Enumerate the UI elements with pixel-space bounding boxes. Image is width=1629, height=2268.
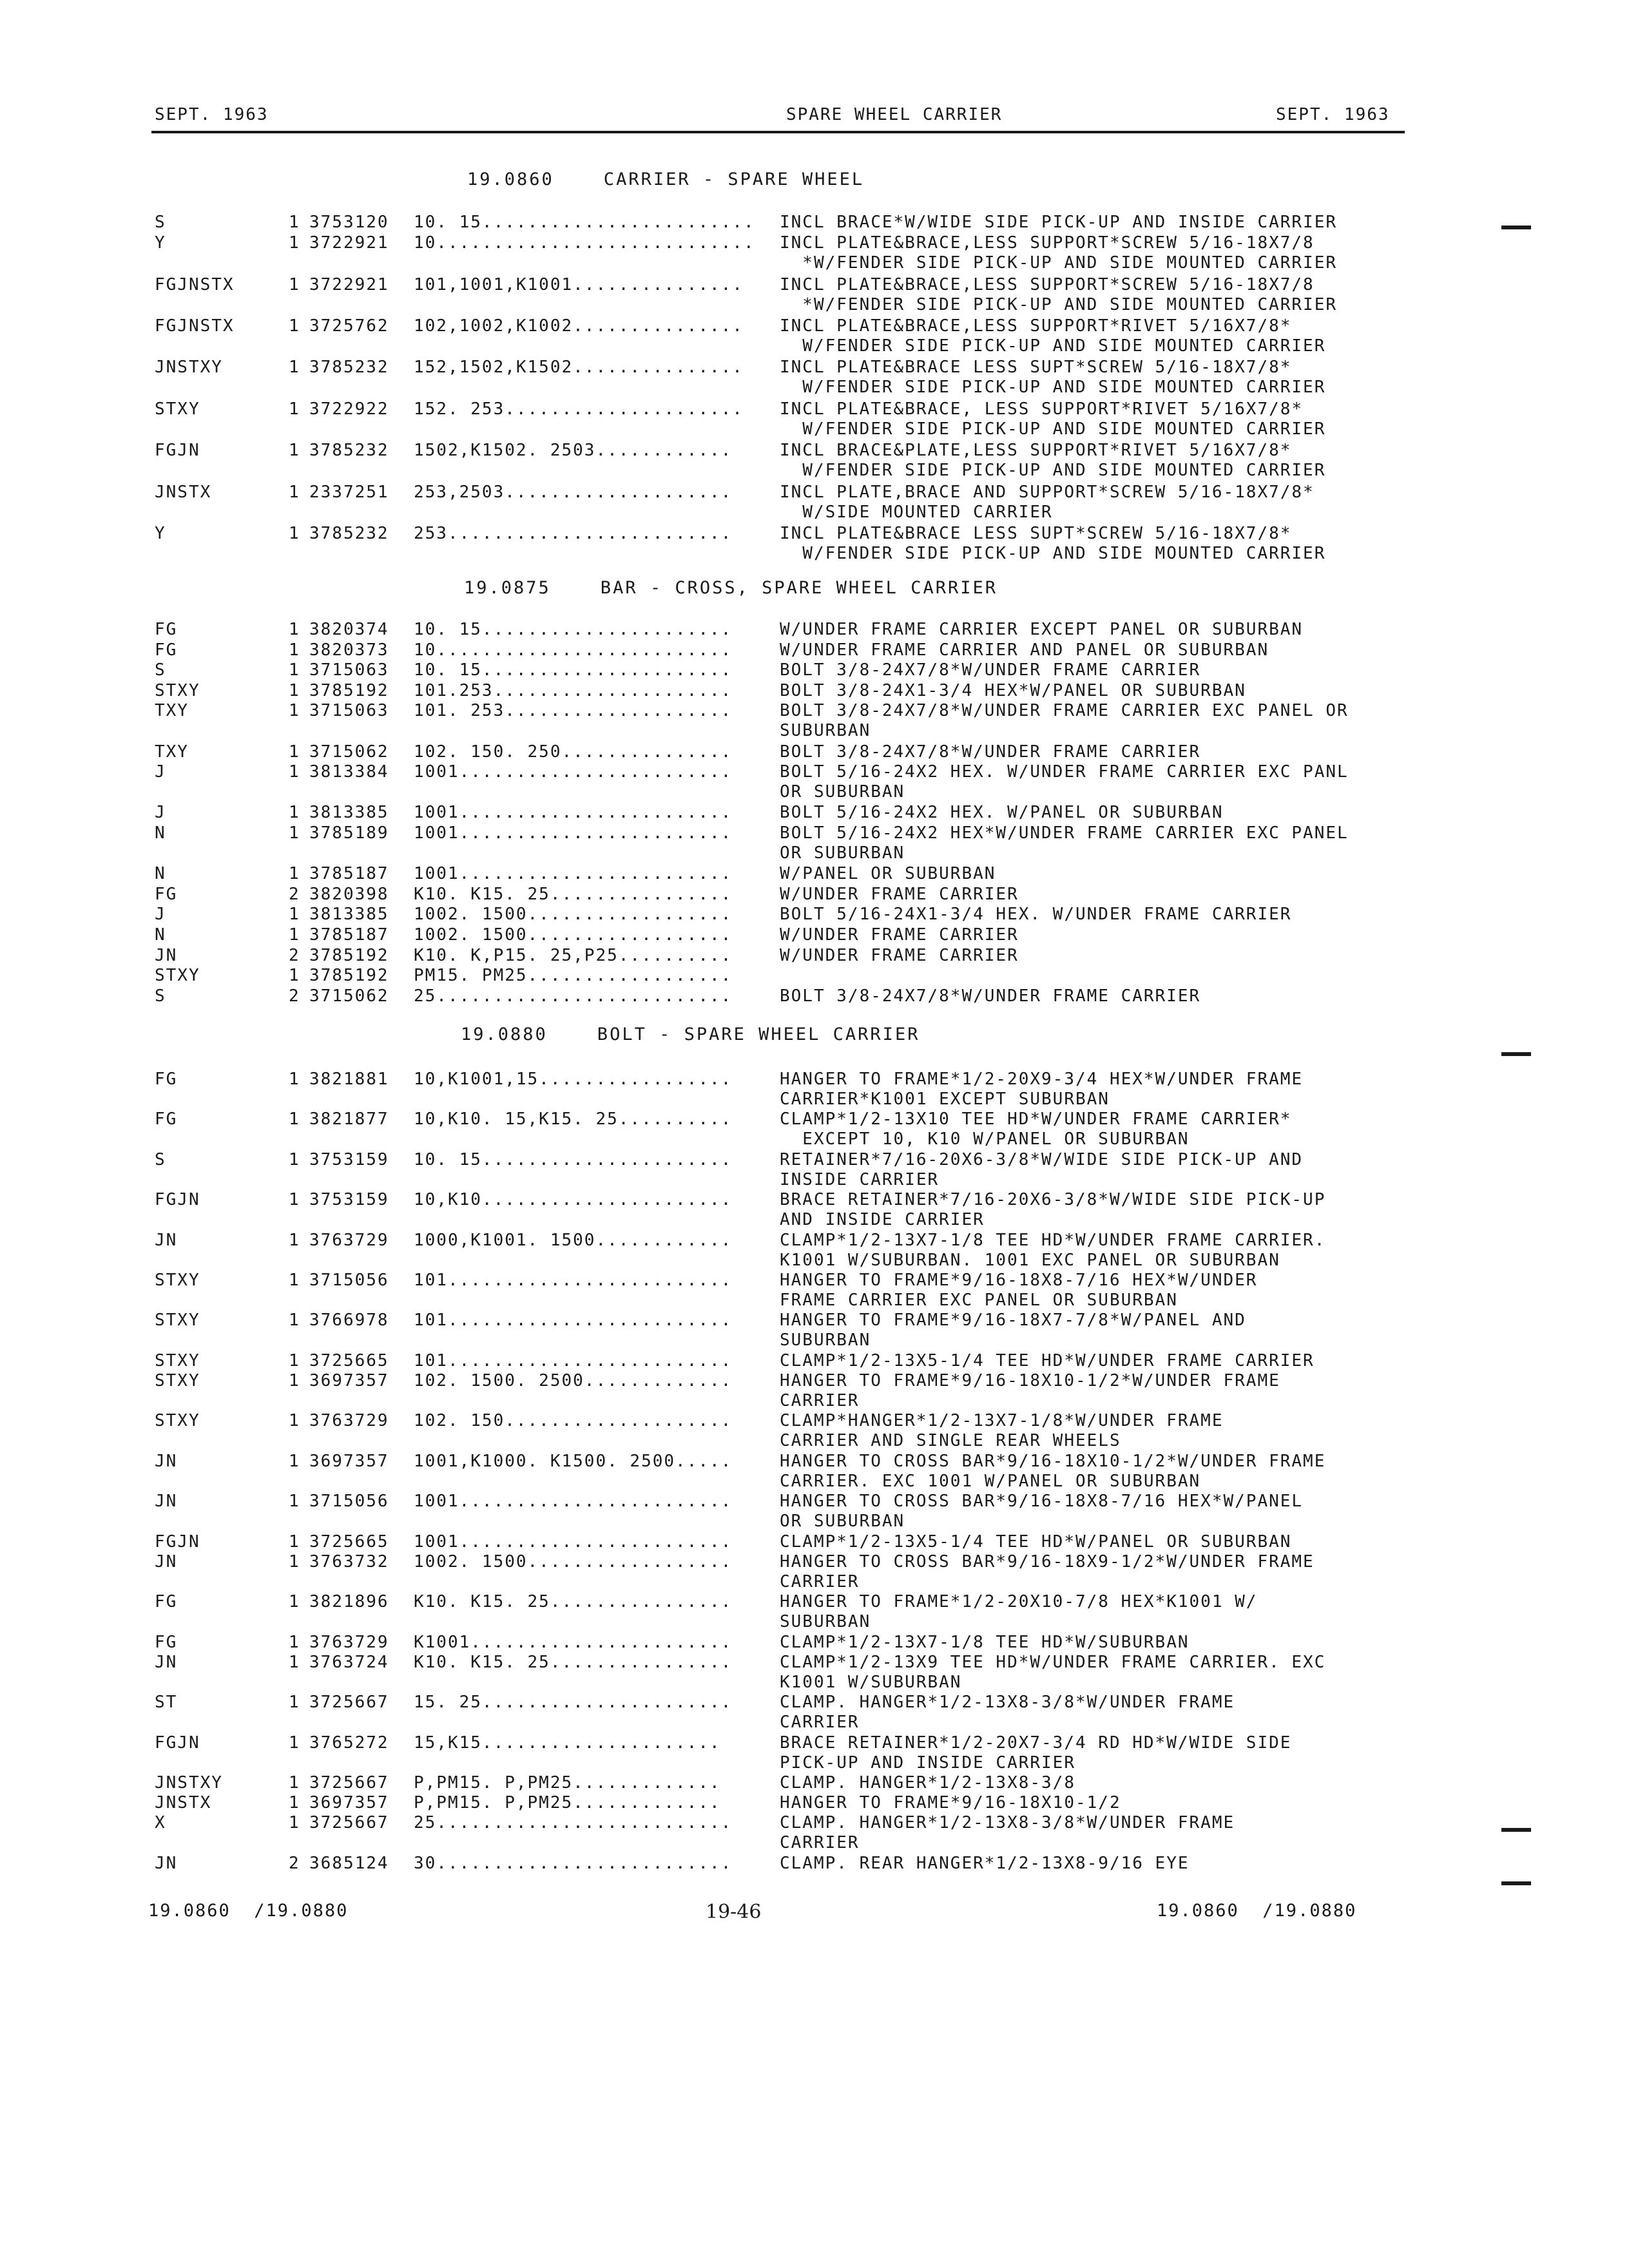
quantity: 1 bbox=[289, 233, 300, 253]
model-codes: STXY bbox=[155, 966, 200, 986]
model-codes: FGJN bbox=[155, 1190, 200, 1210]
part-number: 3763724 bbox=[309, 1652, 389, 1672]
quantity: 1 bbox=[289, 399, 300, 419]
model-codes: FGJN bbox=[155, 1733, 200, 1753]
model-codes: ST bbox=[155, 1693, 178, 1713]
quantity: 1 bbox=[289, 1350, 300, 1370]
model-years: 10,K1001,15................. bbox=[414, 1070, 733, 1089]
model-years: K10. K,P15. 25,P25.......... bbox=[414, 945, 733, 965]
part-number: 3725665 bbox=[309, 1350, 389, 1370]
part-description: CLAMP. REAR HANGER*1/2-13X8-9/16 EYE bbox=[780, 1853, 1190, 1873]
quantity: 1 bbox=[289, 1552, 300, 1571]
part-number: 3785232 bbox=[309, 441, 389, 461]
model-codes: X bbox=[155, 1813, 166, 1833]
part-number: 3697357 bbox=[309, 1451, 389, 1471]
footer-section-range-right: 19.0860 /19.0880 bbox=[1157, 1901, 1357, 1921]
part-number: 3765272 bbox=[309, 1733, 389, 1753]
quantity: 1 bbox=[289, 1773, 300, 1792]
model-codes: JN bbox=[155, 1652, 178, 1672]
quantity: 1 bbox=[289, 620, 300, 639]
part-description: BRACE RETAINER*7/16-20X6-3/8*W/WIDE SIDE PICK-UP AND INSIDE CARRIER bbox=[780, 1190, 1326, 1230]
model-years: 101......................... bbox=[414, 1350, 733, 1370]
model-years: K10. K15. 25................ bbox=[414, 1652, 733, 1672]
model-years: 101,1001,K1001............... bbox=[414, 274, 744, 294]
part-number: 3697357 bbox=[309, 1793, 389, 1813]
part-number: 3715056 bbox=[309, 1271, 389, 1290]
model-codes: JNSTXY bbox=[155, 1773, 223, 1792]
quantity: 1 bbox=[289, 358, 300, 378]
model-codes: STXY bbox=[155, 1311, 200, 1331]
part-number: 3763729 bbox=[309, 1230, 389, 1250]
part-number: 3715063 bbox=[309, 660, 389, 680]
part-description: CLAMP. HANGER*1/2-13X8-3/8*W/UNDER FRAME CARRIER bbox=[780, 1813, 1235, 1853]
quantity: 1 bbox=[289, 1693, 300, 1713]
part-description: HANGER TO FRAME*9/16-18X8-7/16 HEX*W/UNDER FRAME CARRIER EXC PANEL OR SUBURBAN bbox=[780, 1271, 1258, 1310]
quantity: 2 bbox=[289, 986, 300, 1006]
quantity: 1 bbox=[289, 742, 300, 762]
part-number: 3821896 bbox=[309, 1592, 389, 1612]
quantity: 1 bbox=[289, 1110, 300, 1129]
model-years: 1502,K1502. 2503............ bbox=[414, 441, 733, 461]
part-number: 3820373 bbox=[309, 640, 389, 660]
model-codes: STXY bbox=[155, 1350, 200, 1370]
part-description: W/UNDER FRAME CARRIER AND PANEL OR SUBURBAN bbox=[780, 640, 1269, 660]
part-description: W/UNDER FRAME CARRIER EXCEPT PANEL OR SUBURBAN bbox=[780, 620, 1304, 639]
part-description: HANGER TO FRAME*1/2-20X10-7/8 HEX*K1001 W/ SUBURBAN bbox=[780, 1592, 1258, 1632]
part-description: HANGER TO FRAME*1/2-20X9-3/4 HEX*W/UNDER FRAME CARRIER*K1001 EXCEPT SUBURBAN bbox=[780, 1070, 1304, 1109]
model-codes: Y bbox=[155, 233, 166, 253]
model-codes: STXY bbox=[155, 1271, 200, 1290]
section-title: 19.0880 BOLT - SPARE WHEEL CARRIER bbox=[461, 1024, 920, 1044]
footer-section-range-left: 19.0860 /19.0880 bbox=[148, 1901, 349, 1921]
quantity: 1 bbox=[289, 680, 300, 700]
model-codes: J bbox=[155, 762, 166, 782]
margin-mark bbox=[1501, 1828, 1531, 1832]
model-codes: JN bbox=[155, 1853, 178, 1873]
quantity: 1 bbox=[289, 966, 300, 986]
quantity: 1 bbox=[289, 1190, 300, 1210]
footer-page-number: 19-46 bbox=[706, 1901, 762, 1923]
quantity: 1 bbox=[289, 316, 300, 336]
model-years: K1001....................... bbox=[414, 1632, 733, 1652]
margin-mark bbox=[1501, 1881, 1531, 1885]
model-codes: STXY bbox=[155, 399, 200, 419]
model-years: 101. 253.................... bbox=[414, 701, 733, 721]
part-number: 3820398 bbox=[309, 884, 389, 904]
quantity: 1 bbox=[289, 1652, 300, 1672]
quantity: 2 bbox=[289, 884, 300, 904]
part-description: INCL PLATE&BRACE,LESS SUPPORT*SCREW 5/16-18X7/8 *W/FENDER SIDE PICK-UP AND SIDE MOUNTED CARRIER bbox=[780, 233, 1338, 273]
part-description: HANGER TO FRAME*9/16-18X10-1/2 bbox=[780, 1793, 1121, 1813]
quantity: 2 bbox=[289, 1853, 300, 1873]
part-number: 3725667 bbox=[309, 1693, 389, 1713]
model-codes: TXY bbox=[155, 701, 189, 721]
part-number: 3766978 bbox=[309, 1311, 389, 1331]
model-codes: JN bbox=[155, 945, 178, 965]
part-description: BOLT 3/8-24X7/8*W/UNDER FRAME CARRIER bbox=[780, 742, 1201, 762]
model-years: 101......................... bbox=[414, 1311, 733, 1331]
part-number: 3715062 bbox=[309, 986, 389, 1006]
model-years: 1001,K1000. K1500. 2500..... bbox=[414, 1451, 733, 1471]
model-codes: J bbox=[155, 905, 166, 925]
part-number: 3725667 bbox=[309, 1773, 389, 1792]
part-number: 3785189 bbox=[309, 823, 389, 843]
model-codes: S bbox=[155, 986, 166, 1006]
part-number: 3785187 bbox=[309, 864, 389, 884]
part-number: 3763729 bbox=[309, 1411, 389, 1431]
part-description: HANGER TO CROSS BAR*9/16-18X8-7/16 HEX*W/PANEL OR SUBURBAN bbox=[780, 1492, 1304, 1532]
model-years: 10.......................... bbox=[414, 640, 733, 660]
part-description: CLAMP*1/2-13X7-1/8 TEE HD*W/SUBURBAN bbox=[780, 1632, 1190, 1652]
part-description: BOLT 5/16-24X2 HEX. W/PANEL OR SUBURBAN bbox=[780, 803, 1224, 823]
quantity: 1 bbox=[289, 701, 300, 721]
part-number: 3685124 bbox=[309, 1853, 389, 1873]
part-description: INCL PLATE&BRACE LESS SUPT*SCREW 5/16-18X7/8* W/FENDER SIDE PICK-UP AND SIDE MOUNTED CARRIER bbox=[780, 358, 1326, 398]
part-description: HANGER TO CROSS BAR*9/16-18X10-1/2*W/UNDER FRAME CARRIER. EXC 1001 W/PANEL OR SUBURBAN bbox=[780, 1451, 1326, 1491]
model-codes: JN bbox=[155, 1492, 178, 1512]
part-description: BOLT 3/8-24X1-3/4 HEX*W/PANEL OR SUBURBAN bbox=[780, 680, 1246, 700]
part-number: 3785187 bbox=[309, 925, 389, 945]
model-years: 1002. 1500.................. bbox=[414, 925, 733, 945]
model-years: 10............................ bbox=[414, 233, 755, 253]
model-years: 15. 25...................... bbox=[414, 1693, 733, 1713]
part-number: 3785232 bbox=[309, 524, 389, 543]
part-description: CLAMP*1/2-13X9 TEE HD*W/UNDER FRAME CARRIER. EXC K1001 W/SUBURBAN bbox=[780, 1652, 1326, 1692]
quantity: 1 bbox=[289, 823, 300, 843]
quantity: 1 bbox=[289, 1411, 300, 1431]
part-description: INCL BRACE&PLATE,LESS SUPPORT*RIVET 5/16X7/8* W/FENDER SIDE PICK-UP AND SIDE MOUNTED CARRIER bbox=[780, 441, 1326, 481]
model-codes: N bbox=[155, 864, 166, 884]
part-number: 3715062 bbox=[309, 742, 389, 762]
model-years: 1001........................ bbox=[414, 1492, 733, 1512]
model-codes: FGJNSTX bbox=[155, 316, 235, 336]
model-codes: N bbox=[155, 925, 166, 945]
model-codes: FG bbox=[155, 1070, 178, 1089]
part-number: 3715063 bbox=[309, 701, 389, 721]
model-years: 15,K15..................... bbox=[414, 1733, 721, 1753]
header-date-right: SEPT. 1963 bbox=[1276, 105, 1390, 124]
part-description: CLAMP. HANGER*1/2-13X8-3/8*W/UNDER FRAME CARRIER bbox=[780, 1693, 1235, 1733]
model-codes: FGJN bbox=[155, 441, 200, 461]
model-years: 25.......................... bbox=[414, 1813, 733, 1833]
quantity: 1 bbox=[289, 1592, 300, 1612]
model-years: 1002. 1500.................. bbox=[414, 905, 733, 925]
quantity: 1 bbox=[289, 1492, 300, 1512]
part-number: 3820374 bbox=[309, 620, 389, 639]
header-rule bbox=[151, 131, 1405, 133]
model-years: 1001........................ bbox=[414, 864, 733, 884]
model-years: 253,2503.................... bbox=[414, 482, 733, 502]
part-number: 3725762 bbox=[309, 316, 389, 336]
part-description: INCL BRACE*W/WIDE SIDE PICK-UP AND INSIDE CARRIER bbox=[780, 213, 1338, 232]
part-number: 3785232 bbox=[309, 358, 389, 378]
part-number: 3821881 bbox=[309, 1070, 389, 1089]
part-number: 3763732 bbox=[309, 1552, 389, 1571]
model-codes: FGJNSTX bbox=[155, 274, 235, 294]
part-number: 3763729 bbox=[309, 1632, 389, 1652]
part-number: 3753120 bbox=[309, 213, 389, 232]
part-description: BRACE RETAINER*1/2-20X7-3/4 RD HD*W/WIDE SIDE PICK-UP AND INSIDE CARRIER bbox=[780, 1733, 1292, 1773]
section-title: 19.0875 BAR - CROSS, SPARE WHEEL CARRIER bbox=[464, 578, 998, 598]
model-codes: FG bbox=[155, 620, 178, 639]
quantity: 1 bbox=[289, 482, 300, 502]
quantity: 1 bbox=[289, 1149, 300, 1169]
quantity: 1 bbox=[289, 1070, 300, 1089]
part-number: 2337251 bbox=[309, 482, 389, 502]
model-years: K10. K15. 25................ bbox=[414, 884, 733, 904]
model-codes: J bbox=[155, 803, 166, 823]
model-codes: FG bbox=[155, 1110, 178, 1129]
model-years: 10,K10...................... bbox=[414, 1190, 733, 1210]
model-years: 152. 253..................... bbox=[414, 399, 744, 419]
model-codes: TXY bbox=[155, 742, 189, 762]
quantity: 1 bbox=[289, 1532, 300, 1552]
model-codes: S bbox=[155, 660, 166, 680]
part-description: INCL PLATE&BRACE LESS SUPT*SCREW 5/16-18X7/8* W/FENDER SIDE PICK-UP AND SIDE MOUNTED CARRIER bbox=[780, 524, 1326, 563]
part-description: HANGER TO FRAME*9/16-18X7-7/8*W/PANEL AND SUBURBAN bbox=[780, 1311, 1246, 1350]
part-number: 3821877 bbox=[309, 1110, 389, 1129]
model-years: 152,1502,K1502............... bbox=[414, 358, 744, 378]
quantity: 1 bbox=[289, 864, 300, 884]
part-number: 3722921 bbox=[309, 274, 389, 294]
quantity: 1 bbox=[289, 803, 300, 823]
part-number: 3725667 bbox=[309, 1813, 389, 1833]
part-description: CLAMP*1/2-13X10 TEE HD*W/UNDER FRAME CARRIER* EXCEPT 10, K10 W/PANEL OR SUBURBAN bbox=[780, 1110, 1292, 1149]
part-description: RETAINER*7/16-20X6-3/8*W/WIDE SIDE PICK-UP AND INSIDE CARRIER bbox=[780, 1149, 1304, 1189]
quantity: 1 bbox=[289, 1451, 300, 1471]
model-years: K10. K15. 25................ bbox=[414, 1592, 733, 1612]
model-years: 1001........................ bbox=[414, 762, 733, 782]
quantity: 1 bbox=[289, 441, 300, 461]
quantity: 1 bbox=[289, 213, 300, 232]
part-description: INCL PLATE&BRACE,LESS SUPPORT*SCREW 5/16-18X7/8 *W/FENDER SIDE PICK-UP AND SIDE MOUNTED CARRIER bbox=[780, 274, 1338, 314]
model-codes: S bbox=[155, 213, 166, 232]
model-codes: JNSTXY bbox=[155, 358, 223, 378]
model-years: PM15. PM25.................. bbox=[414, 966, 733, 986]
model-codes: N bbox=[155, 823, 166, 843]
part-description: W/UNDER FRAME CARRIER bbox=[780, 925, 1019, 945]
model-years: 1001........................ bbox=[414, 1532, 733, 1552]
part-description: W/UNDER FRAME CARRIER bbox=[780, 884, 1019, 904]
model-years: 102. 150. 250............... bbox=[414, 742, 733, 762]
part-description: HANGER TO FRAME*9/16-18X10-1/2*W/UNDER FRAME CARRIER bbox=[780, 1371, 1280, 1410]
quantity: 1 bbox=[289, 274, 300, 294]
header-title: SPARE WHEEL CARRIER bbox=[786, 105, 1003, 124]
part-description: CLAMP*1/2-13X5-1/4 TEE HD*W/PANEL OR SUBURBAN bbox=[780, 1532, 1292, 1552]
quantity: 1 bbox=[289, 1793, 300, 1813]
part-description: HANGER TO CROSS BAR*9/16-18X9-1/2*W/UNDER FRAME CARRIER bbox=[780, 1552, 1315, 1591]
model-codes: Y bbox=[155, 524, 166, 543]
part-description: BOLT 3/8-24X7/8*W/UNDER FRAME CARRIER EXC PANEL OR SUBURBAN bbox=[780, 701, 1349, 741]
model-codes: STXY bbox=[155, 680, 200, 700]
margin-mark bbox=[1501, 1052, 1531, 1056]
part-description: W/UNDER FRAME CARRIER bbox=[780, 945, 1019, 965]
model-years: P,PM15. P,PM25............. bbox=[414, 1773, 721, 1792]
model-years: 1001........................ bbox=[414, 823, 733, 843]
model-codes: JNSTX bbox=[155, 1793, 212, 1813]
header-date-left: SEPT. 1963 bbox=[155, 105, 269, 124]
model-years: 10. 15...................... bbox=[414, 660, 733, 680]
part-number: 3785192 bbox=[309, 680, 389, 700]
part-description: BOLT 5/16-24X2 HEX*W/UNDER FRAME CARRIER EXC PANEL OR SUBURBAN bbox=[780, 823, 1349, 863]
model-codes: S bbox=[155, 1149, 166, 1169]
quantity: 1 bbox=[289, 925, 300, 945]
model-years: 10. 15........................ bbox=[414, 213, 755, 232]
section-title: 19.0860 CARRIER - SPARE WHEEL bbox=[467, 169, 865, 189]
part-number: 3722922 bbox=[309, 399, 389, 419]
part-number: 3722921 bbox=[309, 233, 389, 253]
model-codes: FG bbox=[155, 1632, 178, 1652]
model-codes: FG bbox=[155, 884, 178, 904]
part-description: BOLT 5/16-24X1-3/4 HEX. W/UNDER FRAME CARRIER bbox=[780, 905, 1292, 925]
model-years: 101......................... bbox=[414, 1271, 733, 1290]
model-years: 1002. 1500.................. bbox=[414, 1552, 733, 1571]
model-codes: JN bbox=[155, 1230, 178, 1250]
part-description: W/PANEL OR SUBURBAN bbox=[780, 864, 996, 884]
model-codes: FGJN bbox=[155, 1532, 200, 1552]
quantity: 2 bbox=[289, 945, 300, 965]
model-codes: JNSTX bbox=[155, 482, 212, 502]
part-number: 3785192 bbox=[309, 966, 389, 986]
part-description: INCL PLATE&BRACE,LESS SUPPORT*RIVET 5/16X7/8* W/FENDER SIDE PICK-UP AND SIDE MOUNTED CARRIER bbox=[780, 316, 1326, 356]
quantity: 1 bbox=[289, 1813, 300, 1833]
model-years: 102. 1500. 2500............. bbox=[414, 1371, 733, 1390]
quantity: 1 bbox=[289, 1271, 300, 1290]
model-years: 253......................... bbox=[414, 524, 733, 543]
quantity: 1 bbox=[289, 1371, 300, 1390]
part-description: BOLT 3/8-24X7/8*W/UNDER FRAME CARRIER bbox=[780, 986, 1201, 1006]
model-years: 10,K10. 15,K15. 25.......... bbox=[414, 1110, 733, 1129]
part-description: BOLT 3/8-24X7/8*W/UNDER FRAME CARRIER bbox=[780, 660, 1201, 680]
model-codes: JN bbox=[155, 1451, 178, 1471]
part-description: CLAMP*1/2-13X5-1/4 TEE HD*W/UNDER FRAME CARRIER bbox=[780, 1350, 1315, 1370]
part-description: CLAMP*1/2-13X7-1/8 TEE HD*W/UNDER FRAME CARRIER. K1001 W/SUBURBAN. 1001 EXC PANEL OR SUBURBAN bbox=[780, 1230, 1326, 1270]
model-years: 101.253..................... bbox=[414, 680, 733, 700]
quantity: 1 bbox=[289, 1733, 300, 1753]
part-number: 3753159 bbox=[309, 1149, 389, 1169]
part-description: CLAMP. HANGER*1/2-13X8-3/8 bbox=[780, 1773, 1075, 1792]
part-number: 3715056 bbox=[309, 1492, 389, 1512]
model-codes: STXY bbox=[155, 1411, 200, 1431]
model-years: 30.......................... bbox=[414, 1853, 733, 1873]
quantity: 1 bbox=[289, 1230, 300, 1250]
model-years: 10. 15...................... bbox=[414, 1149, 733, 1169]
model-years: 1000,K1001. 1500............ bbox=[414, 1230, 733, 1250]
part-description: INCL PLATE,BRACE AND SUPPORT*SCREW 5/16-18X7/8* W/SIDE MOUNTED CARRIER bbox=[780, 482, 1315, 522]
part-number: 3725665 bbox=[309, 1532, 389, 1552]
part-description: INCL PLATE&BRACE, LESS SUPPORT*RIVET 5/16X7/8* W/FENDER SIDE PICK-UP AND SIDE MOUNTED CARRIER bbox=[780, 399, 1326, 439]
model-years: P,PM15. P,PM25............. bbox=[414, 1793, 721, 1813]
quantity: 1 bbox=[289, 1311, 300, 1331]
model-codes: FG bbox=[155, 1592, 178, 1612]
quantity: 1 bbox=[289, 905, 300, 925]
quantity: 1 bbox=[289, 524, 300, 543]
part-description: CLAMP*HANGER*1/2-13X7-1/8*W/UNDER FRAME CARRIER AND SINGLE REAR WHEELS bbox=[780, 1411, 1224, 1451]
quantity: 1 bbox=[289, 640, 300, 660]
part-description: BOLT 5/16-24X2 HEX. W/UNDER FRAME CARRIER EXC PANL OR SUBURBAN bbox=[780, 762, 1349, 802]
model-codes: JN bbox=[155, 1552, 178, 1571]
model-years: 102. 150.................... bbox=[414, 1411, 733, 1431]
model-codes: FG bbox=[155, 640, 178, 660]
model-years: 10. 15...................... bbox=[414, 620, 733, 639]
model-years: 25.......................... bbox=[414, 986, 733, 1006]
model-years: 102,1002,K1002............... bbox=[414, 316, 744, 336]
part-number: 3813385 bbox=[309, 803, 389, 823]
quantity: 1 bbox=[289, 660, 300, 680]
part-number: 3785192 bbox=[309, 945, 389, 965]
part-number: 3753159 bbox=[309, 1190, 389, 1210]
quantity: 1 bbox=[289, 1632, 300, 1652]
part-number: 3813385 bbox=[309, 905, 389, 925]
quantity: 1 bbox=[289, 762, 300, 782]
part-number: 3813384 bbox=[309, 762, 389, 782]
margin-mark bbox=[1501, 226, 1531, 229]
model-years: 1001........................ bbox=[414, 803, 733, 823]
part-number: 3697357 bbox=[309, 1371, 389, 1390]
model-codes: STXY bbox=[155, 1371, 200, 1390]
